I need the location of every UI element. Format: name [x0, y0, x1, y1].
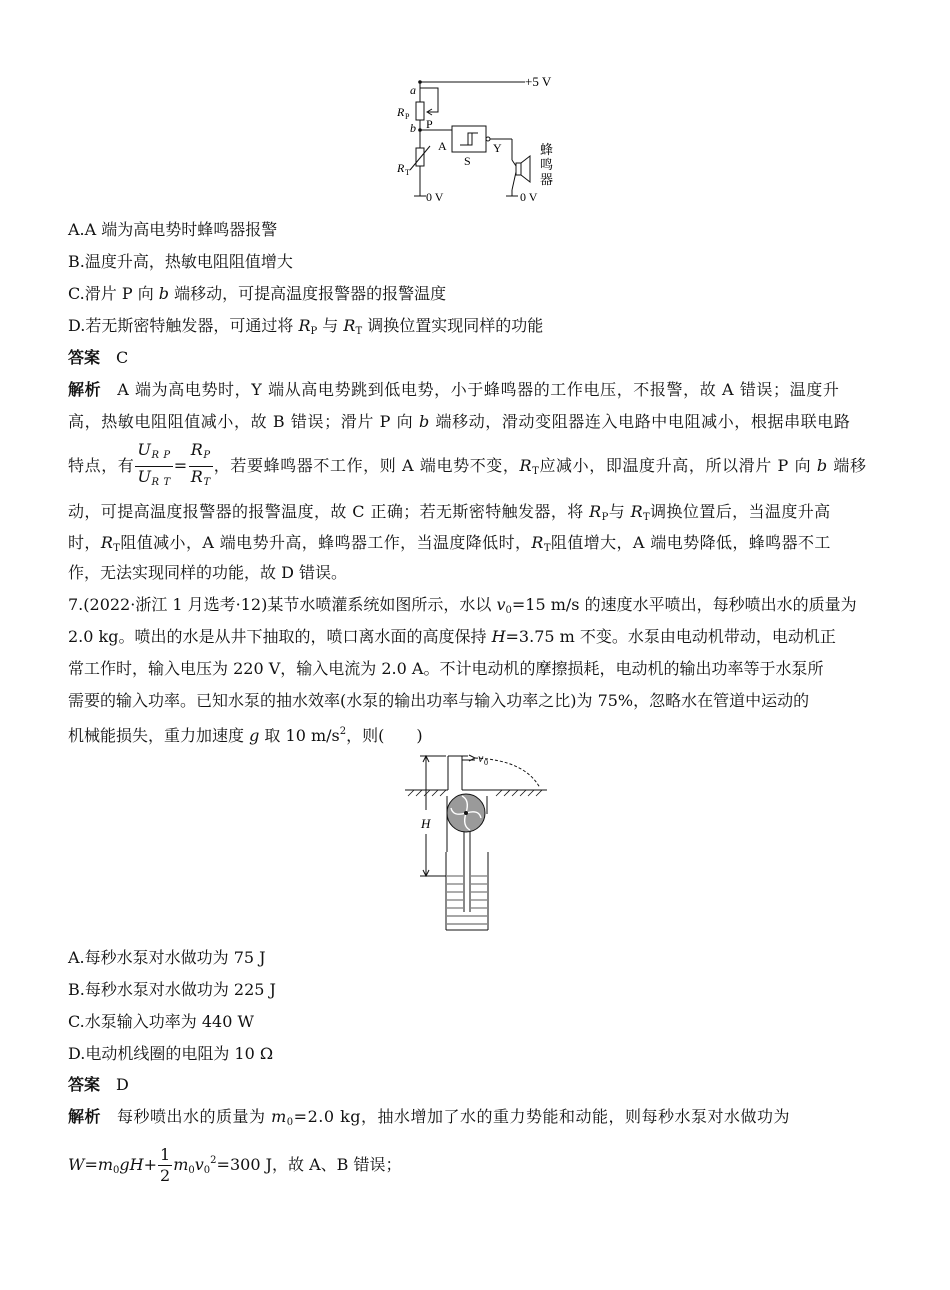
q6-option-c: C.滑片 P 向 b 端移动，可提高温度报警器的报警温度 [68, 284, 447, 303]
label-a: a [410, 83, 416, 97]
q6-explanation-line-4: 动，可提高温度报警器的报警温度，故 C 正确；若无斯密特触发器，将 $R_P$与 $R_T$调换位置后，当温度升高 [68, 502, 831, 523]
label-Y: Y [493, 141, 502, 155]
label-H: H [421, 816, 431, 831]
q6-answer: 答案 C [68, 348, 129, 367]
q7-explanation-line-2: $W=m_0gH+$ $\frac{1}{2}$ $m_0v_0^2=300$ J，故 A、B 错误； [68, 1145, 402, 1185]
label-5v: +5 V [525, 74, 552, 89]
label-0v-right: 0 V [520, 190, 538, 204]
q6-explanation-line-2: 高，热敏电阻阻值减小，故 B 错误；滑片 P 向 b 端移动，滑动变阻器连入电路中电阻减小，根据串联电路 [68, 412, 851, 431]
label-0v-left: 0 V [426, 190, 444, 204]
label-rt: R [397, 161, 405, 175]
q6-explanation-line-6: 作，无法实现同样的功能，故 D 错误。 [68, 563, 348, 582]
q7-option-d: D.电动机线圈的电阻为 10 Ω [68, 1044, 274, 1063]
label-b: b [410, 121, 416, 135]
label-buzzer-3: 器 [540, 172, 554, 187]
q6-option-d: D.若无斯密特触发器，可通过将 $R_P$ 与 $R_T$ 调换位置实现同样的功能 [68, 316, 544, 337]
q7-stem-line-3: 常工作时，输入电压为 220 V，输入电流为 2.0 A。不计电动机的摩擦损耗，电动机的输出功率等于水泵所 [68, 659, 824, 678]
label-rp-sub: P [405, 112, 410, 121]
q6-explanation-line-5: 时，$R_T$阻值减小，A 端电势升高，蜂鸣器工作，当温度降低时，$R_T$阻值增大，A 端电势降低，蜂鸣器不工 [68, 533, 831, 554]
fraction-one-half: $\frac{1}{2}$ [160, 1145, 171, 1185]
fraction-u-ratio: $\frac{U_{R P}}{U_{R T}}$ [137, 440, 171, 488]
q6-option-b: B.温度升高，热敏电阻阻值增大 [68, 252, 293, 271]
label-buzzer-2: 鸣 [540, 157, 554, 172]
q7-option-a: A.每秒水泵对水做功为 75 J [68, 948, 266, 967]
label-v0: v [478, 752, 484, 765]
q7-stem-line-4: 需要的输入功率。已知水泵的抽水效率(水泵的输出功率与输入功率之比)为 75%，忽略水在管道中运动的 [68, 691, 810, 710]
q7-stem-line-5: 机械能损失，重力加速度 g 取 10 $m/s^2$，则( ) [68, 726, 423, 745]
label-buzzer-1: 蜂 [540, 142, 554, 157]
q6-explanation-line-3: 特点，有 $\frac{U_{R P}}{U_{R T}}$ = $\frac{R_P}{R_T}$ ，若要蜂鸣器不工作，则 A 端电势不变，$R_T$应减小，即温度升高，所以滑片 P 向 b 端移 [68, 440, 882, 494]
q7-answer: 答案 D [68, 1075, 129, 1094]
q7-option-c: C.水泵输入功率为 440 W [68, 1012, 254, 1031]
circuit-diagram [380, 68, 580, 208]
label-A: A [438, 139, 447, 153]
fraction-r-ratio: $\frac{R_P}{R_T}$ [190, 440, 211, 488]
label-p: P [426, 117, 433, 131]
label-rp: R [397, 105, 405, 119]
q6-explanation-line-1: 解析 A 端为高电势时，Y 端从高电势跳到低电势，小于蜂鸣器的工作电压，不报警，故 A 错误；温度升 [68, 380, 840, 399]
q7-stem-line-1: 7.(2022·浙江 1 月选考·12)某节水喷灌系统如图所示，水以 $v_0=15$ m/s 的速度水平喷出，每秒喷出水的质量为 [68, 595, 857, 616]
q7-stem-line-2: 2.0 kg。喷出的水是从井下抽取的，喷口离水面的高度保持 H=3.75 m 不变。水泵由电动机带动，电动机正 [68, 627, 836, 646]
q7-explanation-line-1: 解析 每秒喷出水的质量为 $m_0=2.0$ kg，抽水增加了水的重力势能和动能，则每秒水泵对水做功为 [68, 1107, 791, 1128]
label-S: S [464, 154, 471, 168]
water-pump-diagram [400, 752, 552, 936]
q7-option-b: B.每秒水泵对水做功为 225 J [68, 980, 276, 999]
label-v0-sub: 0 [484, 758, 488, 767]
label-rt-sub: T [405, 168, 410, 177]
q6-option-a: A.A 端为高电势时蜂鸣器报警 [68, 220, 278, 239]
